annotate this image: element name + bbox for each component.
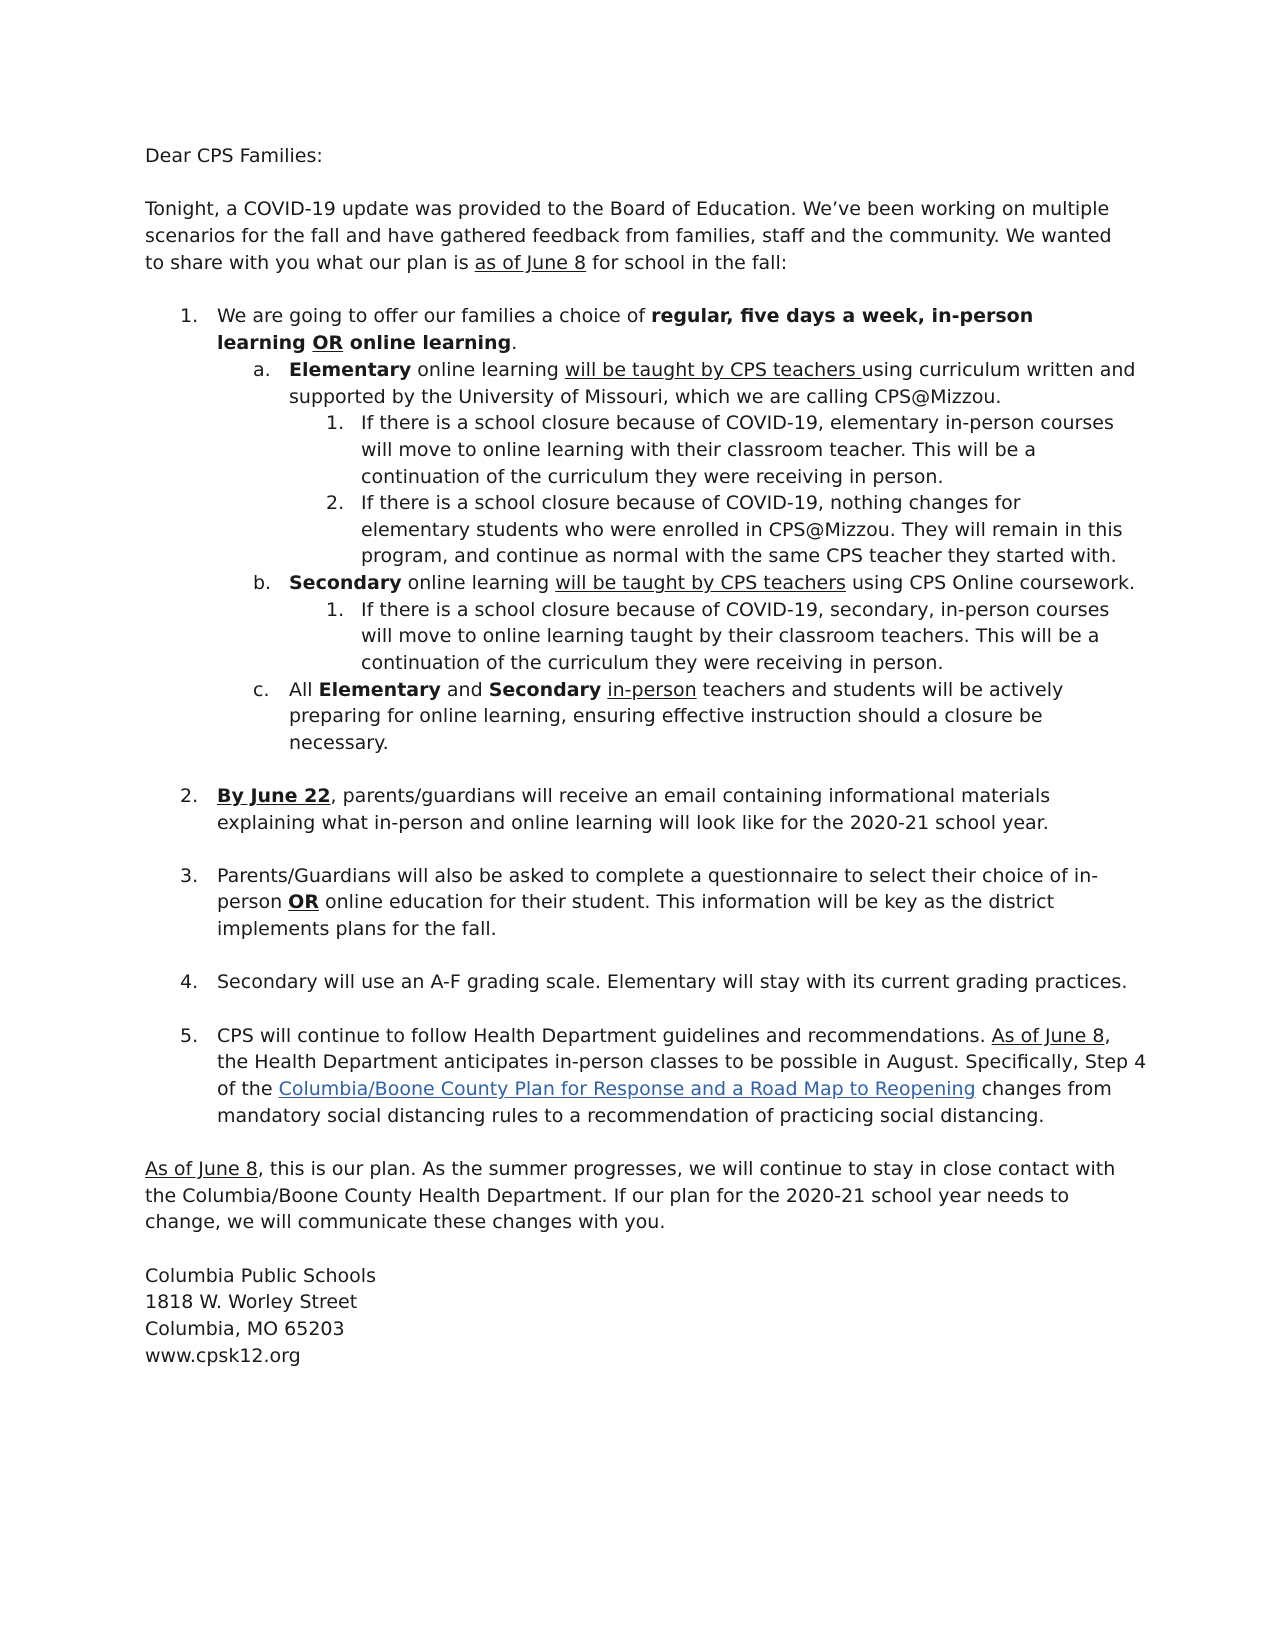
item-1b-line-1: Secondary online learning will be taught by CPS teachers using CPS Online coursework.: [289, 572, 1136, 594]
item-1-line-2: learning OR online learning.: [217, 332, 518, 354]
item-1a2-line-1: If there is a school closure because of COVID-19, nothing changes for: [361, 492, 1021, 514]
closing-line-3: change, we will communicate these changes with you.: [145, 1211, 666, 1233]
item-3-line-2: person OR online education for their student. This information will be key as the district: [217, 891, 1055, 913]
item-1a2-line-2: elementary students who were enrolled in CPS@Mizzou. They will remain in this: [361, 519, 1123, 541]
item-3-line-1: Parents/Guardians will also be asked to complete a questionnaire to select their choice of in-: [217, 865, 1099, 887]
reopening-plan-link[interactable]: Columbia/Boone County Plan for Response and a Road Map to Reopening: [278, 1078, 976, 1100]
item-1a-line-2: supported by the University of Missouri, which we are calling CPS@Mizzou.: [289, 386, 1002, 408]
item-4-number: 4.: [180, 971, 199, 993]
intro-line-3: to share with you what our plan is as of June 8 for school in the fall:: [145, 252, 788, 274]
item-1a1-line-3: continuation of the curriculum they were receiving in person.: [361, 466, 944, 488]
item-1a2-number: 2.: [326, 492, 345, 514]
item-1b1-line-2: will move to online learning taught by their classroom teachers. This will be a: [361, 625, 1100, 647]
item-5-line-2: the Health Department anticipates in-person classes to be possible in August. Specifically, Step 4: [217, 1051, 1147, 1073]
salutation: Dear CPS Families:: [145, 145, 323, 167]
intro-line-1: Tonight, a COVID-19 update was provided to the Board of Education. We’ve been working on multiple: [145, 198, 1110, 220]
date-underline: as of June 8: [474, 252, 587, 274]
item-2-line-2: explaining what in-person and online learning will look like for the 2020-21 school year.: [217, 812, 1049, 834]
item-5-line-4: mandatory social distancing rules to a recommendation of practicing social distancing.: [217, 1105, 1045, 1127]
item-2-line-1: By June 22, parents/guardians will receive an email containing informational materials: [217, 785, 1051, 807]
item-1a2-line-3: program, and continue as normal with the same CPS teacher they started with.: [361, 545, 1117, 567]
closing-line-2: the Columbia/Boone County Health Department. If our plan for the 2020-21 school year needs to: [145, 1185, 1070, 1207]
item-1-number: 1.: [180, 305, 199, 327]
closing-line-1: As of June 8, this is our plan. As the summer progresses, we will continue to stay in close contact with: [145, 1158, 1116, 1180]
item-1b-letter: b.: [253, 572, 272, 594]
item-4-line-1: Secondary will use an A-F grading scale. Elementary will stay with its current grading practices.: [217, 971, 1128, 993]
item-1-line-1: We are going to offer our families a choice of regular, five days a week, in-person: [217, 305, 1034, 327]
item-1a1-line-1: If there is a school closure because of COVID-19, elementary in-person courses: [361, 412, 1114, 434]
item-3-line-3: implements plans for the fall.: [217, 918, 497, 940]
item-1a-line-1: Elementary online learning will be taught by CPS teachers using curriculum written and: [289, 359, 1136, 381]
item-1a-letter: a.: [253, 359, 271, 381]
item-5-line-3: of the Columbia/Boone County Plan for Response and a Road Map to Reopening changes from: [217, 1078, 1112, 1100]
item-1b1-line-3: continuation of the curriculum they were receiving in person.: [361, 652, 944, 674]
signature-org: Columbia Public Schools: [145, 1265, 376, 1287]
item-1b1-number: 1.: [326, 599, 345, 621]
item-1c-line-2: preparing for online learning, ensuring effective instruction should a closure be: [289, 705, 1043, 727]
item-1c-line-3: necessary.: [289, 732, 389, 754]
item-5-number: 5.: [180, 1025, 199, 1047]
item-1a1-number: 1.: [326, 412, 345, 434]
item-5-line-1: CPS will continue to follow Health Department guidelines and recommendations. As of June 8,: [217, 1025, 1111, 1047]
signature-website: www.cpsk12.org: [145, 1345, 301, 1367]
item-1b1-line-1: If there is a school closure because of COVID-19, secondary, in-person courses: [361, 599, 1110, 621]
item-1c-line-1: All Elementary and Secondary in-person teachers and students will be actively: [289, 679, 1064, 701]
item-2-number: 2.: [180, 785, 199, 807]
signature-street: 1818 W. Worley Street: [145, 1291, 358, 1313]
intro-line-2: scenarios for the fall and have gathered feedback from families, staff and the community. We wanted: [145, 225, 1112, 247]
item-1c-letter: c.: [253, 679, 270, 701]
item-3-number: 3.: [180, 865, 199, 887]
signature-city: Columbia, MO 65203: [145, 1318, 345, 1340]
item-1a1-line-2: will move to online learning with their classroom teacher. This will be a: [361, 439, 1037, 461]
